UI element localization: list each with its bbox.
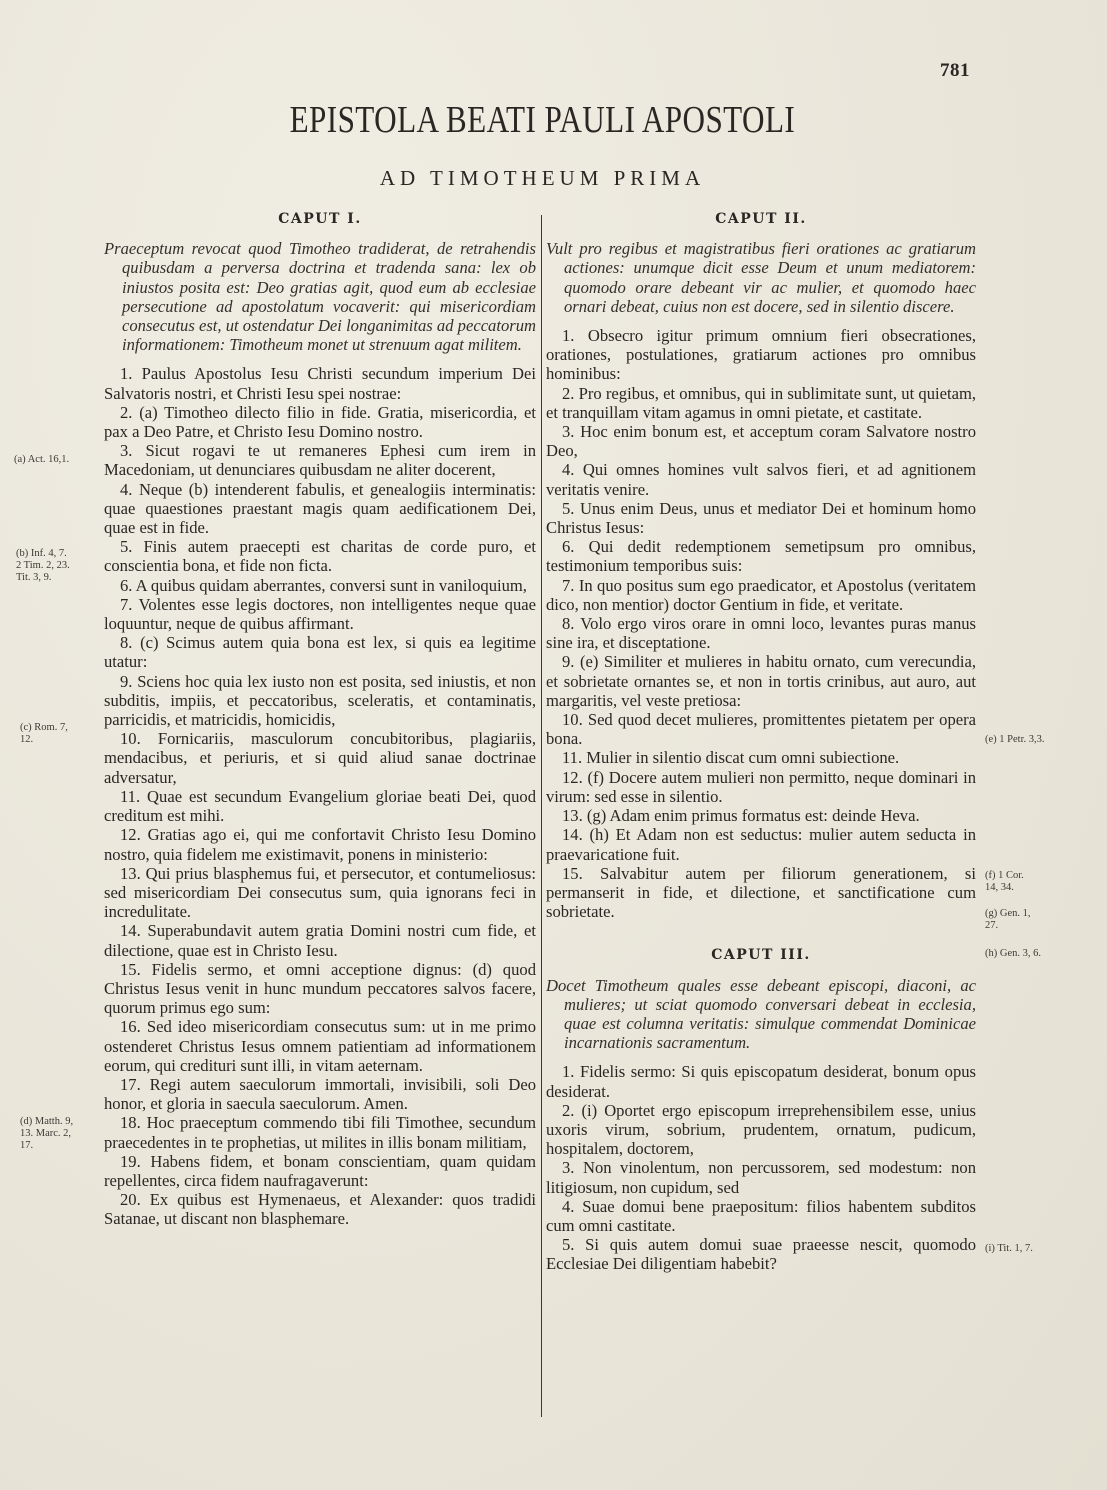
margin-note: (a) Act. 16,1. xyxy=(14,454,70,465)
margin-note-line: (c) Rom. 7, xyxy=(20,722,68,733)
margin-note xyxy=(16,548,70,584)
page-title: EPISTOLA BEATI PAULI APOSTOLI xyxy=(289,99,796,141)
verse-list xyxy=(546,326,976,921)
page-subtitle: AD TIMOTHEUM PRIMA xyxy=(379,166,706,190)
verse: 8. Volo ergo viros orare in omni loco, levantes puras manus sine ira, et disceptatione. xyxy=(546,614,976,653)
verse: 19. Habens fidem, et bonam conscientiam, quam quidam repellentes, circa fidem naufragaverunt: xyxy=(104,1151,536,1190)
margin-note xyxy=(985,870,1024,894)
verse: 4. Suae domui bene praepositum: filios habentem subditos cum omni castitate. xyxy=(546,1196,976,1235)
margin-note xyxy=(20,722,68,746)
margin-note: (i) Tit. 1, 7. xyxy=(985,1243,1033,1254)
verse: 12. Gratias ago ei, qui me confortavit Christo Iesu Domino nostro, quia fidelem me existimavit, ponens in ministerio: xyxy=(104,825,536,864)
verse: 1. Fidelis sermo: Si quis episcopatum desiderat, bonum opus desiderat. xyxy=(546,1062,976,1101)
chapter-summary: Praeceptum revocat quod Timotheo tradiderat, de retrahendis quibusdam a perversa doctrina et tradenda sana: lex ob iniustos posita est: Deo gratias agit, quod eum ab ecclesiae persecutione ad apostolatum vocaverit: qui misericordiam consecutus est, ut ostendatur Dei longanimitas ad peccatorum informationem: Timotheum monet ut strenuum agat militem. xyxy=(104,239,536,355)
verse: 7. Volentes esse legis doctores, non intelligentes neque quae loquuntur, neque de quibus affirmant. xyxy=(104,594,536,634)
verse: 10. Sed quod decet mulieres, promittentes pietatem per opera bona. xyxy=(546,710,976,749)
chapter-heading: CAPUT I. xyxy=(278,211,362,227)
margin-note-line: 14, 34. xyxy=(985,882,1014,893)
verse: 5. Unus enim Deus, unus et mediator Dei et hominum homo Christus Iesus: xyxy=(546,498,976,538)
chapter-heading: CAPUT III. xyxy=(711,947,811,964)
verse: 1. Obsecro igitur primum omnium fieri obsecrationes, orationes, postulationes, gratiarum actiones pro omnibus hominibus: xyxy=(546,326,976,384)
verse: 16. Sed ideo misericordiam consecutus sum: ut in me primo ostenderet Christus Iesus omnem patientiam ad informationem eorum, qui credituri sunt illi, in vitam aeternam. xyxy=(104,1017,536,1075)
verse: 10. Fornicariis, masculorum concubitoribus, plagiariis, mendacibus, et periuris, et si quid aliud sanae doctrinae adversatur, xyxy=(104,729,536,787)
margin-note-line: 27. xyxy=(985,920,999,931)
verse: 9. Sciens hoc quia lex iusto non est posita, sed iniustis, et non subditis, impiis, et peccatoribus, sceleratis, et contaminatis, parricidis, et matricidis, homicidis, xyxy=(104,671,536,730)
margin-note-line: Tit. 3, 9. xyxy=(16,572,52,583)
page-number: 781 xyxy=(940,60,970,81)
verse: 4. Neque (b) intenderent fabulis, et genealogiis interminatis: quae quaestiones praestant magis quam aedificationem Dei, quae est in fide. xyxy=(104,479,536,538)
margin-note-line: 13. Marc. 2, xyxy=(20,1128,72,1139)
verse: 15. Fidelis sermo, et omni acceptione dignus: (d) quod Christus Iesus venit in hunc mundum peccatores salvos facere, quorum primus ego sum: xyxy=(104,959,536,1018)
margin-note-line: (f) 1 Cor. xyxy=(985,870,1024,881)
column-divider xyxy=(541,215,542,1417)
verse: 9. (e) Similiter et mulieres in habitu ornato, cum verecundia, et sobrietate ornantes se, et non in tortis crinibus, aut auro, aut margaritis, vel veste pretiosa: xyxy=(546,652,976,710)
verse: 13. (g) Adam enim primus formatus est: deinde Heva. xyxy=(562,806,920,826)
verse: 8. (c) Scimus autem quia bona est lex, si quis ea legitime utatur: xyxy=(104,633,536,672)
verse: 18. Hoc praeceptum commendo tibi fili Timothee, secundum praecedentes in te prophetias, ut milites in illis bonam militiam, xyxy=(104,1113,536,1152)
verse: 3. Sicut rogavi te ut remaneres Ephesi cum irem in Macedoniam, ut denunciares quibusdam ne aliter docerent, xyxy=(104,441,536,480)
chapter-heading: CAPUT II. xyxy=(715,211,807,227)
margin-note: (h) Gen. 3, 6. xyxy=(985,948,1041,959)
verse: 14. (h) Et Adam non est seductus: mulier autem seducta in praevaricatione fuit. xyxy=(546,825,976,864)
margin-note-line: (b) Inf. 4, 7. xyxy=(16,548,67,559)
right-column xyxy=(546,207,976,1274)
verse: 11. Mulier in silentio discat cum omni subiectione. xyxy=(562,748,900,768)
verse: 2. (a) Timotheo dilecto filio in fide. Gratia, misericordia, et pax a Deo Patre, et Christo Iesu Domino nostro. xyxy=(104,402,536,442)
verse: 11. Quae est secundum Evangelium gloriae beati Dei, quod creditum est mihi. xyxy=(104,786,536,826)
chapter-summary: Vult pro regibus et magistratibus fieri orationes ac gratiarum actiones: unumque dicit esse Deum et unum mediatorem: quomodo orare debeant vir ac mulier, et quomodo haec ornari debeat, cuius non est docere, sed in silentio discere. xyxy=(546,239,976,316)
verse: 13. Qui prius blasphemus fui, et persecutor, et contumeliosus: sed misericordiam Dei consecutus sum, quia ignorans feci in incredulitate. xyxy=(104,863,536,922)
verse-list xyxy=(546,1062,976,1273)
margin-note-line: 2 Tim. 2, 23. xyxy=(16,560,70,571)
margin-note xyxy=(985,908,1031,932)
verse: 6. A quibus quidam aberrantes, conversi sunt in vaniloquium, xyxy=(120,575,527,595)
verse: 2. Pro regibus, et omnibus, qui in sublimitate sunt, ut quietam, et tranquillam vitam agamus in omni pietate, et castitate. xyxy=(546,383,976,422)
verse: 17. Regi autem saeculorum immortali, invisibili, soli Deo honor, et gloria in saecula saeculorum. Amen. xyxy=(104,1074,536,1114)
verse: 3. Hoc enim bonum est, et acceptum coram Salvatore nostro Deo, xyxy=(546,422,976,461)
verse: 15. Salvabitur autem per filiorum generationem, si permanserit in fide, et dilectione, et sanctificatione cum sobrietate. xyxy=(546,863,976,922)
verse: 6. Qui dedit redemptionem semetipsum pro omnibus, testimonium temporibus suis: xyxy=(546,537,976,576)
margin-note-line: (g) Gen. 1, xyxy=(985,908,1031,919)
verse: 3. Non vinolentum, non percussorem, sed modestum: non litigiosum, non cupidum, sed xyxy=(546,1158,976,1197)
verse: 1. Paulus Apostolus Iesu Christi secundum imperium Dei Salvatoris nostri, et Christi Iesu spei nostrae: xyxy=(104,364,536,403)
margin-note-line: 12. xyxy=(20,734,34,745)
margin-note: (e) 1 Petr. 3,3. xyxy=(985,734,1045,745)
verse: 14. Superabundavit autem gratia Domini nostri cum fide, et dilectione, quae est in Christo Iesu. xyxy=(104,921,536,960)
margin-note xyxy=(20,1116,73,1152)
left-column xyxy=(104,207,536,1229)
verse-list xyxy=(104,364,536,1228)
verse: 2. (i) Oportet ergo episcopum irreprehensibilem esse, unius uxoris virum, sobrium, prudentem, ornatum, pudicum, hospitalem, doctorem, xyxy=(546,1100,976,1159)
verse: 5. Finis autem praecepti est charitas de corde puro, et conscientia bona, et fide non ficta. xyxy=(104,537,536,576)
chapter-summary: Docet Timotheum quales esse debeant episcopi, diaconi, ac mulieres; ut sciat quomodo conversari debeat in ecclesia, quae est columna veritatis: simulque commendat Dominicae incarnationis sacramentum. xyxy=(546,975,976,1053)
verse: 20. Ex quibus est Hymenaeus, et Alexander: quos tradidi Satanae, ut discant non blasphemare. xyxy=(104,1190,536,1229)
margin-note-line: 17. xyxy=(20,1140,34,1151)
verse: 5. Si quis autem domui suae praeesse nescit, quomodo Ecclesiae Dei diligentiam habebit? xyxy=(546,1235,976,1274)
margin-note-line: (d) Matth. 9, xyxy=(20,1116,74,1127)
verse: 12. (f) Docere autem mulieri non permitto, neque dominari in virum: sed esse in silentio. xyxy=(546,767,976,806)
verse: 7. In quo positus sum ego praedicator, et Apostolus (veritatem dico, non mentior) doctor Gentium in fide, et veritate. xyxy=(546,575,976,614)
verse: 4. Qui omnes homines vult salvos fieri, et ad agnitionem veritatis venire. xyxy=(546,460,976,499)
